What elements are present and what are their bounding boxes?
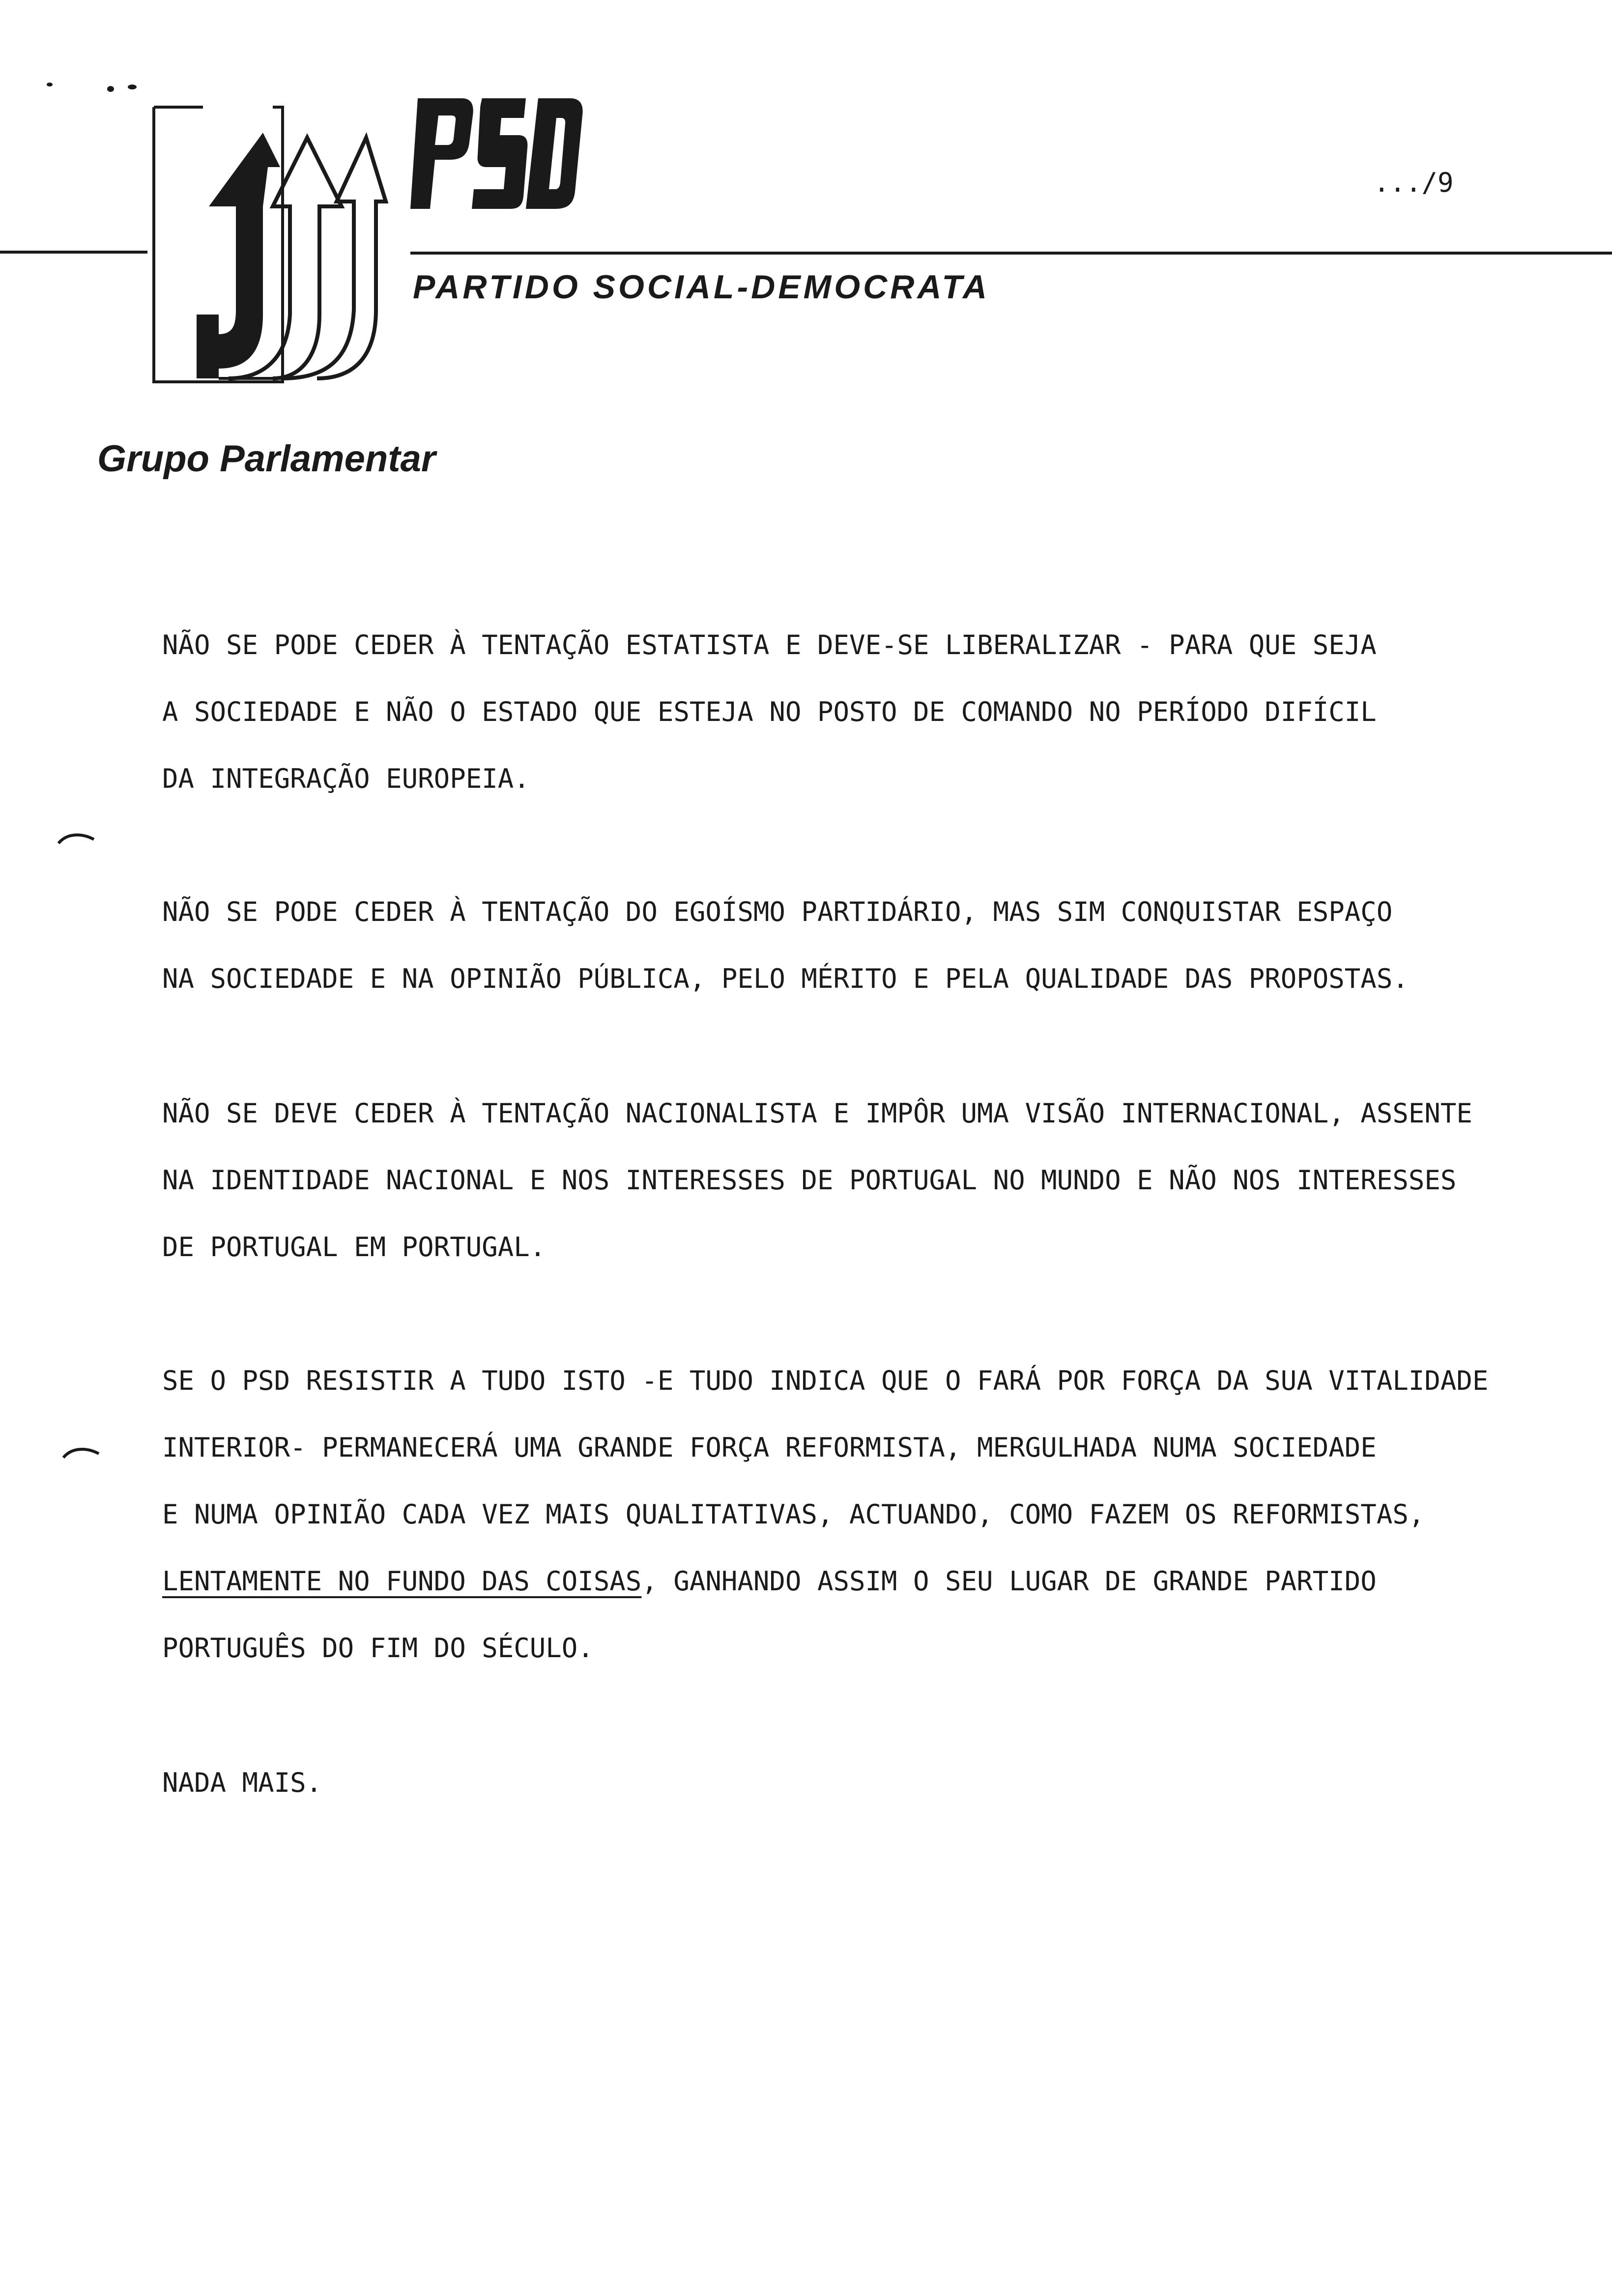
text-line: SE O PSD RESISTIR A TUDO ISTO -E TUDO INDICA QUE O FARÁ POR FORÇA DA SUA VITALIDADE xyxy=(162,1365,1489,1396)
paragraph-4 xyxy=(162,1348,1587,1682)
paragraph-5 xyxy=(162,1750,1587,1816)
paragraph-3 xyxy=(162,1080,1587,1281)
speck xyxy=(47,83,53,86)
paragraph-2 xyxy=(162,879,1587,1012)
text-line: NÃO SE PODE CEDER À TENTAÇÃO DO EGOÍSMO PARTIDÁRIO, MAS SIM CONQUISTAR ESPAÇO xyxy=(162,896,1393,927)
text-line: NA IDENTIDADE NACIONAL E NOS INTERESSES DE PORTUGAL NO MUNDO E NÃO NOS INTERESSES xyxy=(162,1165,1457,1196)
text-line: NÃO SE DEVE CEDER À TENTAÇÃO NACIONALISTA E IMPÔR UMA VISÃO INTERNACIONAL, ASSENTE xyxy=(162,1098,1472,1129)
underlined-phrase: LENTAMENTE NO FUNDO DAS COISAS xyxy=(162,1566,642,1597)
speck xyxy=(107,86,114,92)
psd-arrows-logo xyxy=(150,103,388,386)
margin-mark xyxy=(57,831,96,845)
text-line: A SOCIEDADE E NÃO O ESTADO QUE ESTEJA NO POSTO DE COMANDO NO PERÍODO DIFÍCIL xyxy=(162,696,1377,727)
text-line: NÃO SE PODE CEDER À TENTAÇÃO ESTATISTA E DEVE-SE LIBERALIZAR - PARA QUE SEJA xyxy=(162,630,1377,660)
psd-wordmark xyxy=(408,93,585,216)
text-line: NADA MAIS. xyxy=(162,1767,322,1798)
text-line: E NUMA OPINIÃO CADA VEZ MAIS QUALITATIVAS, ACTUANDO, COMO FAZEM OS REFORMISTAS, xyxy=(162,1499,1425,1530)
header-rule-right xyxy=(410,252,1612,255)
header-rule-left xyxy=(0,251,147,254)
text-line: DA INTEGRAÇÃO EUROPEIA. xyxy=(162,763,530,794)
margin-mark xyxy=(61,1445,101,1460)
paragraph-1 xyxy=(162,612,1587,812)
group-title: Grupo Parlamentar xyxy=(97,438,436,480)
text-line: DE PORTUGAL EM PORTUGAL. xyxy=(162,1232,546,1263)
party-name: PARTIDO SOCIAL-DEMOCRATA xyxy=(413,268,990,306)
text-line: PORTUGUÊS DO FIM DO SÉCULO. xyxy=(162,1633,594,1664)
page-reference: .../9 xyxy=(1374,167,1454,198)
text-line: NA SOCIEDADE E NA OPINIÃO PÚBLICA, PELO MÉRITO E PELA QUALIDADE DAS PROPOSTAS. xyxy=(162,963,1409,994)
speck xyxy=(128,85,137,89)
line-continuation: , GANHANDO ASSIM O SEU LUGAR DE GRANDE PARTIDO xyxy=(641,1566,1377,1597)
text-line xyxy=(162,1548,1587,1615)
text-line: INTERIOR- PERMANECERÁ UMA GRANDE FORÇA REFORMISTA, MERGULHADA NUMA SOCIEDADE xyxy=(162,1432,1377,1463)
